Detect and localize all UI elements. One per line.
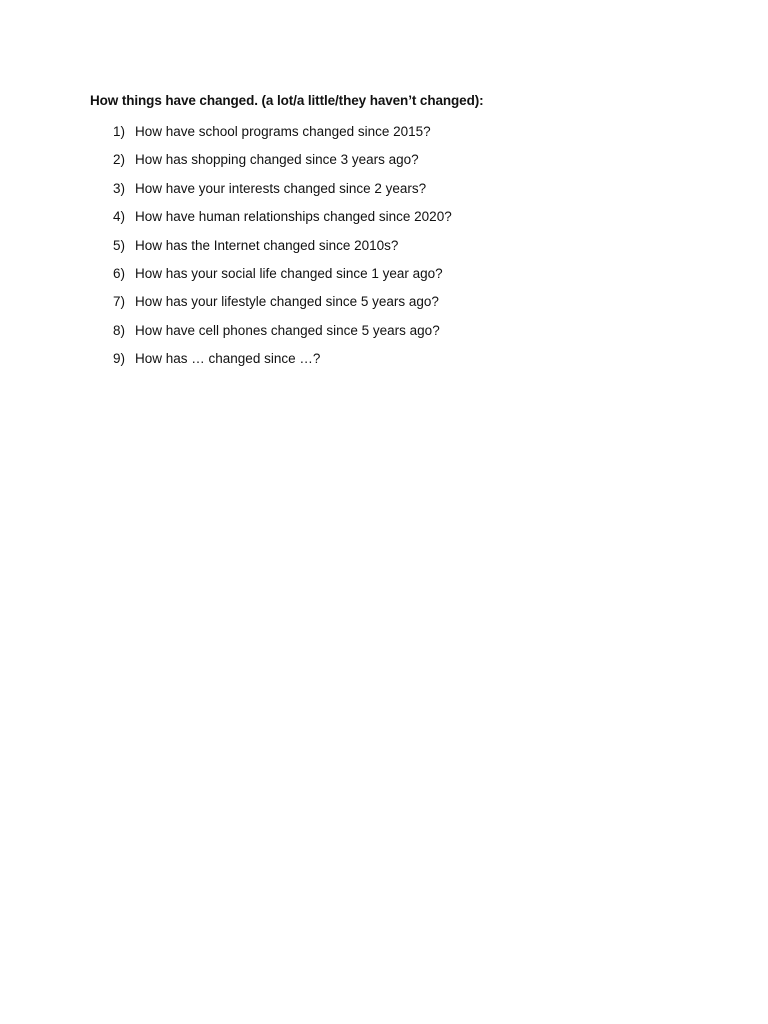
question-text: How has your social life changed since 1 year ago? xyxy=(135,265,443,281)
question-number: 3) xyxy=(112,180,125,196)
question-text: How has shopping changed since 3 years ago? xyxy=(135,152,419,168)
question-text: How have cell phones changed since 5 years ago? xyxy=(135,322,440,338)
question-text: How has the Internet changed since 2010s? xyxy=(135,237,399,253)
question-number: 8) xyxy=(112,322,125,338)
question-text: How have your interests changed since 2 years? xyxy=(135,180,427,196)
question-number: 7) xyxy=(112,294,125,310)
question-number: 4) xyxy=(112,209,125,225)
question-text: How has your lifestyle changed since 5 years ago? xyxy=(135,294,439,310)
question-text: How have school programs changed since 2015? xyxy=(135,124,431,139)
document-heading: How things have changed. (a lot/a little/they haven’t changed): xyxy=(90,93,484,108)
question-text: How has … changed since …? xyxy=(135,351,321,367)
question-text: How have human relationships changed since 2020? xyxy=(135,209,452,225)
question-number: 5) xyxy=(112,237,125,253)
question-number: 6) xyxy=(112,265,125,281)
question-number: 9) xyxy=(112,351,125,367)
question-number: 2) xyxy=(112,152,125,168)
question-number: 1) xyxy=(112,124,125,139)
